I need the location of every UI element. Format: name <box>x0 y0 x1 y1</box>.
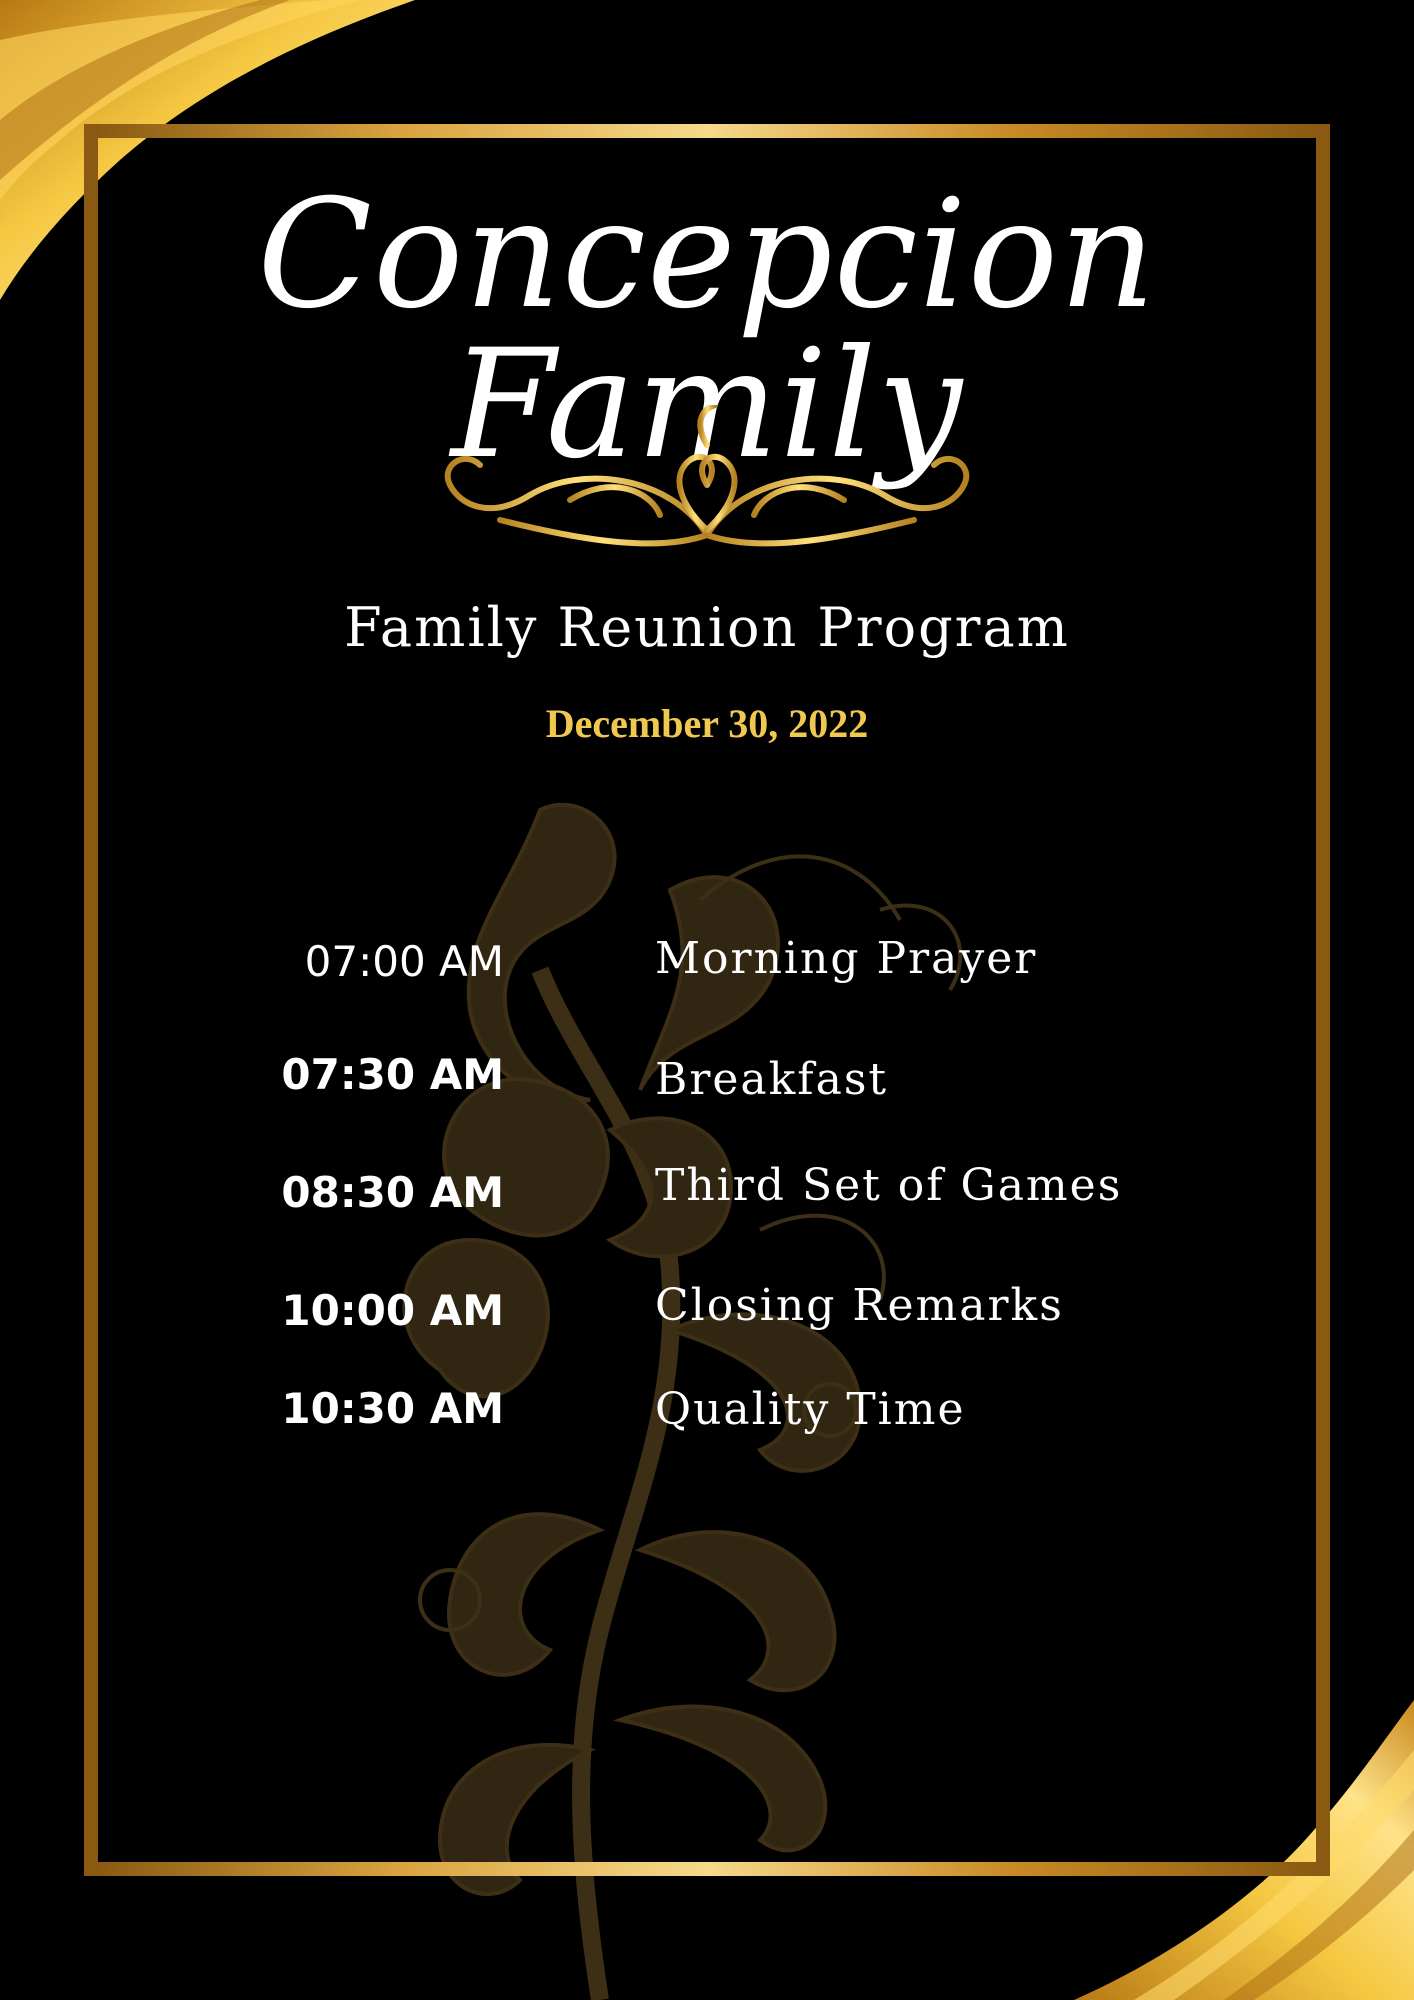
schedule-time: 10:30 AM <box>281 1384 504 1433</box>
schedule-activity: Morning Prayer <box>655 933 1038 984</box>
schedule-time: 08:30 AM <box>281 1168 504 1217</box>
program-subtitle: Family Reunion Program <box>344 596 1070 659</box>
schedule-row <box>0 933 1414 997</box>
schedule-row <box>0 1050 1414 1110</box>
event-date: December 30, 2022 <box>545 701 869 746</box>
schedule-activity: Quality Time <box>655 1384 966 1435</box>
schedule-activity: Breakfast <box>655 1054 889 1105</box>
schedule-activity: Closing Remarks <box>655 1280 1064 1331</box>
schedule-time: 07:30 AM <box>281 1050 504 1099</box>
schedule-row <box>0 1160 1414 1228</box>
family-title: Concepcion Family <box>257 168 1157 492</box>
schedule-time: 07:00 AM <box>304 937 504 986</box>
schedule-activity: Third Set of Games <box>655 1160 1123 1211</box>
schedule-row <box>0 1384 1414 1444</box>
schedule-time: 10:00 AM <box>281 1286 504 1335</box>
schedule-row <box>0 1280 1414 1346</box>
